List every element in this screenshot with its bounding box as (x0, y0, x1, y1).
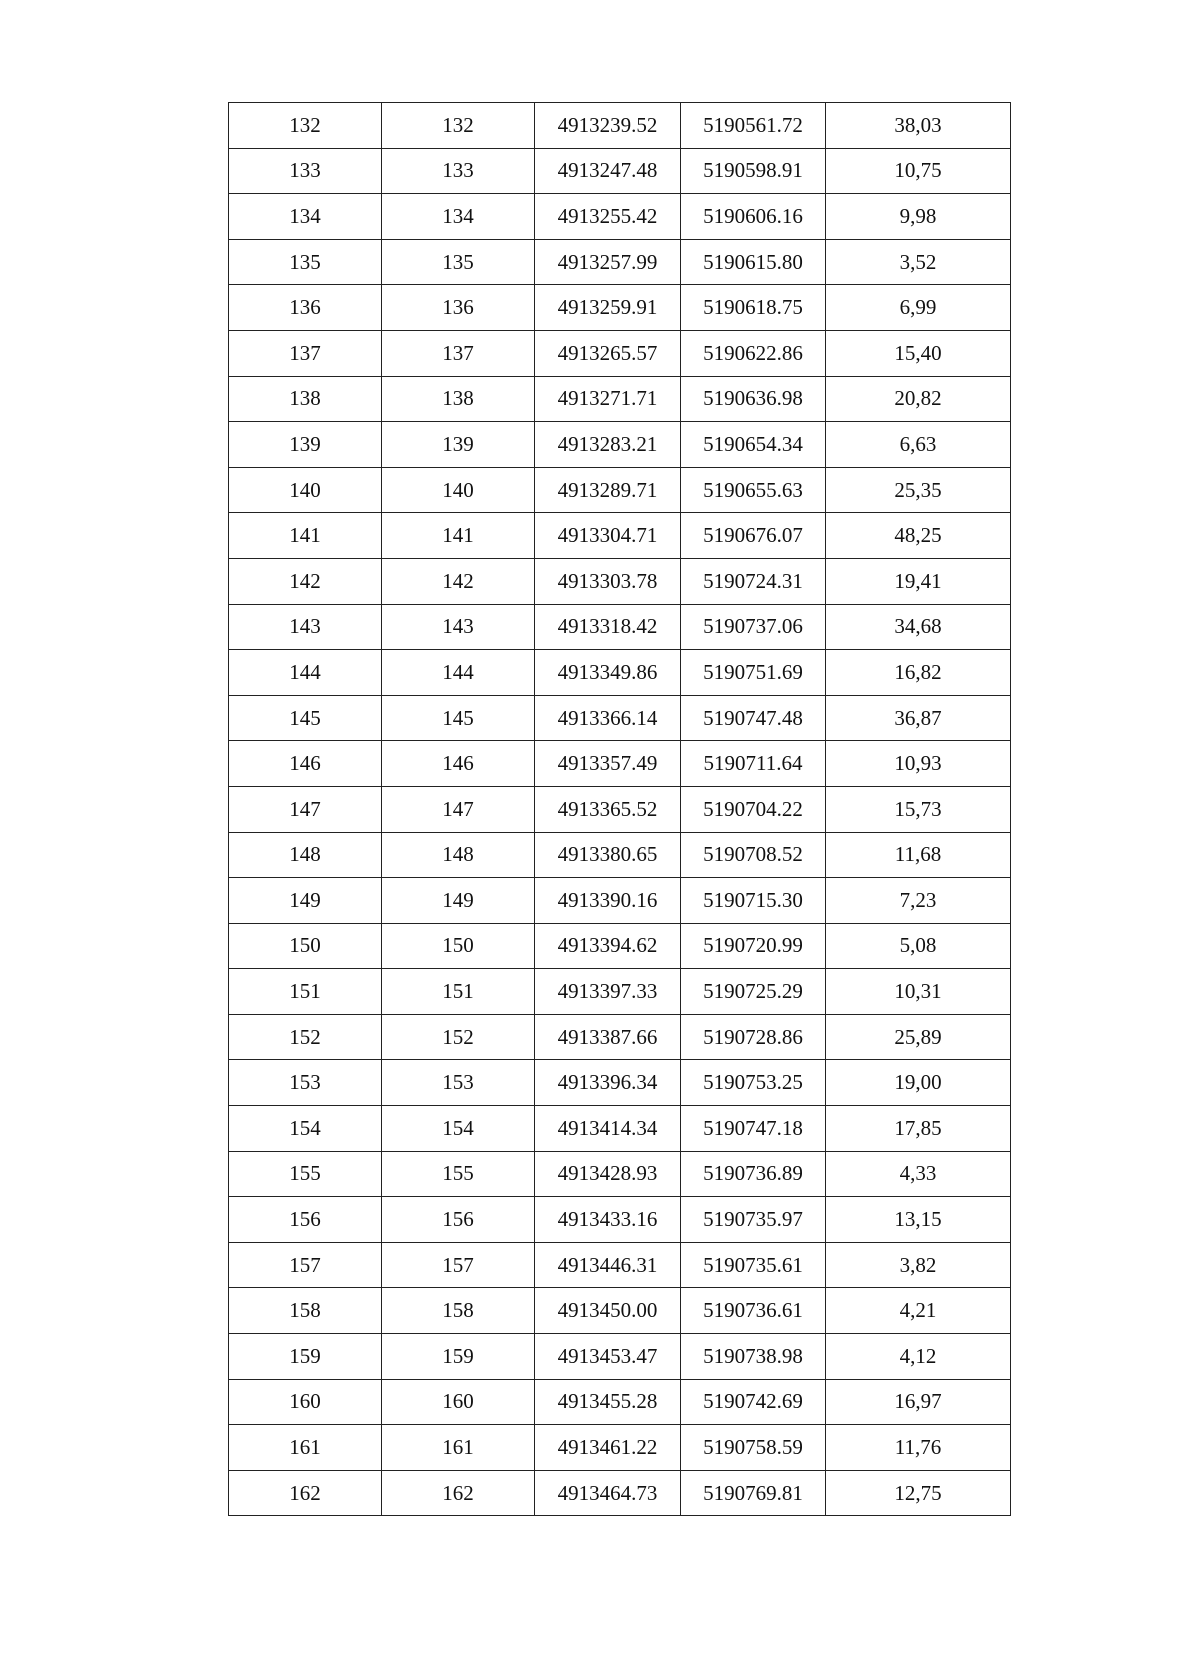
cell-coord-x: 4913366.14 (535, 695, 681, 741)
cell-point-number: 153 (229, 1060, 382, 1106)
cell-coord-x: 4913304.71 (535, 513, 681, 559)
table-row (229, 467, 1011, 513)
cell-point-id: 135 (382, 239, 535, 285)
cell-coord-y: 5190769.81 (681, 1470, 826, 1516)
cell-coord-x: 4913380.65 (535, 832, 681, 878)
cell-coord-y: 5190655.63 (681, 467, 826, 513)
cell-point-id: 153 (382, 1060, 535, 1106)
cell-coord-x: 4913318.42 (535, 604, 681, 650)
cell-coord-y: 5190747.18 (681, 1106, 826, 1152)
cell-segment-length: 9,98 (826, 194, 1011, 240)
cell-coord-x: 4913397.33 (535, 969, 681, 1015)
cell-coord-x: 4913303.78 (535, 558, 681, 604)
cell-segment-length: 38,03 (826, 103, 1011, 149)
cell-coord-x: 4913387.66 (535, 1014, 681, 1060)
cell-point-id: 147 (382, 786, 535, 832)
cell-point-id: 159 (382, 1334, 535, 1380)
cell-coord-x: 4913433.16 (535, 1197, 681, 1243)
cell-coord-y: 5190735.97 (681, 1197, 826, 1243)
cell-coord-x: 4913394.62 (535, 923, 681, 969)
cell-coord-x: 4913396.34 (535, 1060, 681, 1106)
table-row (229, 239, 1011, 285)
cell-point-id: 150 (382, 923, 535, 969)
table-row (229, 1379, 1011, 1425)
cell-segment-length: 3,82 (826, 1242, 1011, 1288)
cell-point-id: 151 (382, 969, 535, 1015)
cell-point-number: 146 (229, 741, 382, 787)
cell-segment-length: 13,15 (826, 1197, 1011, 1243)
cell-coord-y: 5190737.06 (681, 604, 826, 650)
cell-point-id: 142 (382, 558, 535, 604)
cell-segment-length: 15,40 (826, 330, 1011, 376)
cell-segment-length: 4,33 (826, 1151, 1011, 1197)
table-row (229, 786, 1011, 832)
table-row (229, 513, 1011, 559)
table-row (229, 741, 1011, 787)
cell-coord-x: 4913283.21 (535, 422, 681, 468)
cell-coord-x: 4913414.34 (535, 1106, 681, 1152)
cell-segment-length: 6,63 (826, 422, 1011, 468)
cell-segment-length: 15,73 (826, 786, 1011, 832)
cell-segment-length: 6,99 (826, 285, 1011, 331)
cell-point-id: 137 (382, 330, 535, 376)
cell-point-id: 133 (382, 148, 535, 194)
cell-point-number: 138 (229, 376, 382, 422)
cell-point-number: 155 (229, 1151, 382, 1197)
cell-segment-length: 36,87 (826, 695, 1011, 741)
table-row (229, 422, 1011, 468)
table-row (229, 1197, 1011, 1243)
cell-coord-y: 5190704.22 (681, 786, 826, 832)
cell-coord-y: 5190753.25 (681, 1060, 826, 1106)
cell-point-id: 152 (382, 1014, 535, 1060)
cell-point-id: 141 (382, 513, 535, 559)
cell-point-number: 141 (229, 513, 382, 559)
cell-point-id: 144 (382, 650, 535, 696)
cell-point-number: 135 (229, 239, 382, 285)
cell-point-id: 146 (382, 741, 535, 787)
cell-coord-y: 5190751.69 (681, 650, 826, 696)
cell-point-id: 160 (382, 1379, 535, 1425)
table-row (229, 1334, 1011, 1380)
cell-coord-y: 5190636.98 (681, 376, 826, 422)
cell-point-number: 145 (229, 695, 382, 741)
cell-point-id: 148 (382, 832, 535, 878)
cell-segment-length: 7,23 (826, 878, 1011, 924)
table-row (229, 923, 1011, 969)
table-row (229, 1288, 1011, 1334)
cell-coord-x: 4913265.57 (535, 330, 681, 376)
table-row (229, 604, 1011, 650)
cell-point-number: 142 (229, 558, 382, 604)
cell-point-id: 157 (382, 1242, 535, 1288)
cell-coord-x: 4913446.31 (535, 1242, 681, 1288)
cell-segment-length: 25,89 (826, 1014, 1011, 1060)
cell-segment-length: 16,82 (826, 650, 1011, 696)
cell-coord-x: 4913461.22 (535, 1425, 681, 1471)
cell-point-id: 158 (382, 1288, 535, 1334)
cell-coord-y: 5190725.29 (681, 969, 826, 1015)
cell-point-id: 132 (382, 103, 535, 149)
cell-point-number: 143 (229, 604, 382, 650)
table-row (229, 1106, 1011, 1152)
cell-coord-y: 5190708.52 (681, 832, 826, 878)
cell-coord-y: 5190720.99 (681, 923, 826, 969)
cell-point-number: 149 (229, 878, 382, 924)
cell-segment-length: 11,76 (826, 1425, 1011, 1471)
table-row (229, 194, 1011, 240)
cell-point-id: 161 (382, 1425, 535, 1471)
cell-coord-y: 5190622.86 (681, 330, 826, 376)
cell-coord-y: 5190561.72 (681, 103, 826, 149)
cell-point-id: 136 (382, 285, 535, 331)
table-row (229, 285, 1011, 331)
cell-coord-y: 5190715.30 (681, 878, 826, 924)
table-row (229, 969, 1011, 1015)
table-row (229, 1014, 1011, 1060)
cell-point-number: 144 (229, 650, 382, 696)
cell-point-number: 147 (229, 786, 382, 832)
cell-coord-y: 5190735.61 (681, 1242, 826, 1288)
cell-coord-x: 4913357.49 (535, 741, 681, 787)
cell-point-number: 160 (229, 1379, 382, 1425)
cell-segment-length: 19,00 (826, 1060, 1011, 1106)
cell-segment-length: 16,97 (826, 1379, 1011, 1425)
cell-coord-y: 5190615.80 (681, 239, 826, 285)
cell-coord-y: 5190758.59 (681, 1425, 826, 1471)
cell-point-number: 132 (229, 103, 382, 149)
cell-coord-x: 4913450.00 (535, 1288, 681, 1334)
cell-coord-x: 4913289.71 (535, 467, 681, 513)
cell-coord-x: 4913257.99 (535, 239, 681, 285)
cell-point-number: 156 (229, 1197, 382, 1243)
cell-coord-x: 4913255.42 (535, 194, 681, 240)
cell-point-number: 158 (229, 1288, 382, 1334)
table-row (229, 148, 1011, 194)
cell-coord-y: 5190736.89 (681, 1151, 826, 1197)
table-row (229, 695, 1011, 741)
cell-coord-y: 5190606.16 (681, 194, 826, 240)
cell-point-number: 150 (229, 923, 382, 969)
cell-point-number: 140 (229, 467, 382, 513)
cell-point-number: 133 (229, 148, 382, 194)
cell-point-id: 134 (382, 194, 535, 240)
cell-coord-y: 5190724.31 (681, 558, 826, 604)
table-row (229, 1470, 1011, 1516)
cell-point-id: 156 (382, 1197, 535, 1243)
cell-point-id: 143 (382, 604, 535, 650)
cell-point-id: 162 (382, 1470, 535, 1516)
cell-coord-x: 4913455.28 (535, 1379, 681, 1425)
cell-coord-y: 5190711.64 (681, 741, 826, 787)
cell-point-number: 161 (229, 1425, 382, 1471)
cell-coord-x: 4913259.91 (535, 285, 681, 331)
cell-coord-x: 4913271.71 (535, 376, 681, 422)
table-row (229, 1425, 1011, 1471)
table-row (229, 376, 1011, 422)
cell-segment-length: 17,85 (826, 1106, 1011, 1152)
coordinates-table-body (229, 103, 1011, 1516)
cell-coord-x: 4913464.73 (535, 1470, 681, 1516)
cell-coord-x: 4913349.86 (535, 650, 681, 696)
table-row (229, 1060, 1011, 1106)
table-row (229, 878, 1011, 924)
cell-point-number: 137 (229, 330, 382, 376)
cell-coord-x: 4913428.93 (535, 1151, 681, 1197)
cell-segment-length: 10,75 (826, 148, 1011, 194)
cell-point-id: 155 (382, 1151, 535, 1197)
cell-point-number: 151 (229, 969, 382, 1015)
cell-segment-length: 12,75 (826, 1470, 1011, 1516)
cell-coord-x: 4913239.52 (535, 103, 681, 149)
cell-segment-length: 4,21 (826, 1288, 1011, 1334)
cell-coord-x: 4913247.48 (535, 148, 681, 194)
cell-segment-length: 10,93 (826, 741, 1011, 787)
cell-point-number: 139 (229, 422, 382, 468)
table-row (229, 1242, 1011, 1288)
cell-point-id: 138 (382, 376, 535, 422)
cell-coord-y: 5190676.07 (681, 513, 826, 559)
table-row (229, 650, 1011, 696)
cell-point-number: 148 (229, 832, 382, 878)
cell-point-number: 162 (229, 1470, 382, 1516)
cell-point-number: 134 (229, 194, 382, 240)
table-row (229, 330, 1011, 376)
table-row (229, 832, 1011, 878)
table-row (229, 1151, 1011, 1197)
cell-point-id: 139 (382, 422, 535, 468)
cell-segment-length: 48,25 (826, 513, 1011, 559)
cell-segment-length: 34,68 (826, 604, 1011, 650)
cell-point-number: 136 (229, 285, 382, 331)
cell-segment-length: 19,41 (826, 558, 1011, 604)
cell-segment-length: 10,31 (826, 969, 1011, 1015)
cell-segment-length: 4,12 (826, 1334, 1011, 1380)
cell-coord-x: 4913453.47 (535, 1334, 681, 1380)
table-row (229, 103, 1011, 149)
cell-segment-length: 11,68 (826, 832, 1011, 878)
cell-point-number: 154 (229, 1106, 382, 1152)
cell-coord-y: 5190618.75 (681, 285, 826, 331)
cell-segment-length: 25,35 (826, 467, 1011, 513)
cell-coord-y: 5190738.98 (681, 1334, 826, 1380)
cell-coord-y: 5190736.61 (681, 1288, 826, 1334)
cell-point-number: 159 (229, 1334, 382, 1380)
cell-coord-x: 4913390.16 (535, 878, 681, 924)
cell-coord-y: 5190654.34 (681, 422, 826, 468)
cell-coord-x: 4913365.52 (535, 786, 681, 832)
cell-point-number: 152 (229, 1014, 382, 1060)
cell-coord-y: 5190742.69 (681, 1379, 826, 1425)
table-row (229, 558, 1011, 604)
cell-point-id: 145 (382, 695, 535, 741)
cell-point-id: 149 (382, 878, 535, 924)
cell-point-id: 154 (382, 1106, 535, 1152)
cell-coord-y: 5190747.48 (681, 695, 826, 741)
cell-coord-y: 5190598.91 (681, 148, 826, 194)
cell-segment-length: 20,82 (826, 376, 1011, 422)
cell-point-number: 157 (229, 1242, 382, 1288)
cell-segment-length: 5,08 (826, 923, 1011, 969)
coordinates-table (228, 102, 1011, 1516)
cell-segment-length: 3,52 (826, 239, 1011, 285)
cell-coord-y: 5190728.86 (681, 1014, 826, 1060)
cell-point-id: 140 (382, 467, 535, 513)
